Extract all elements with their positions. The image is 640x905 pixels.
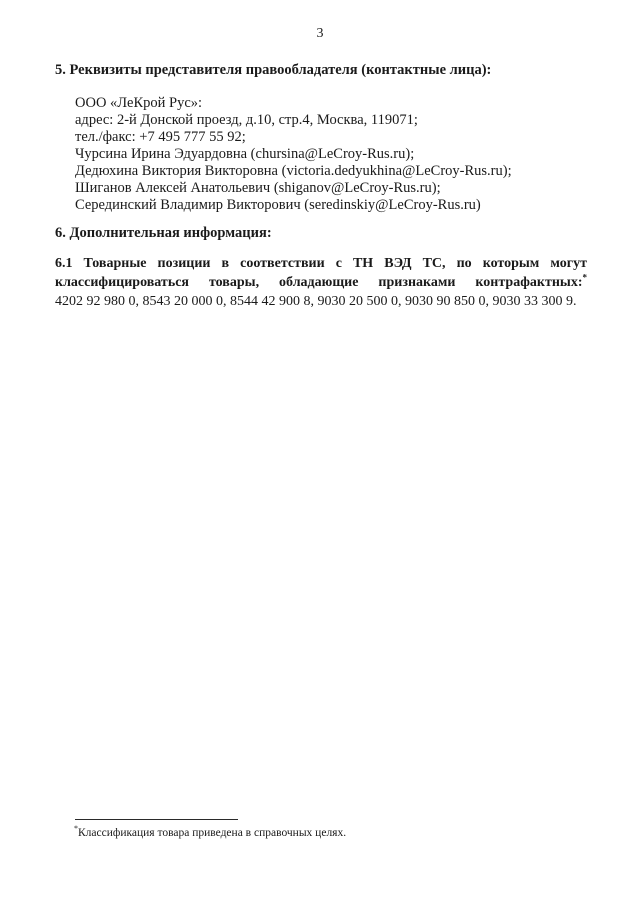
footnote-marker: * xyxy=(74,824,78,834)
footnote-divider xyxy=(75,819,238,820)
contact-line-person-4: Серединский Владимир Викторович (seredinskiy@LeCroy-Rus.ru) xyxy=(75,197,481,213)
footnote-reference-marker: * xyxy=(582,272,587,283)
section-5-heading: 5. Реквизиты представителя правообладателя (контактные лица): xyxy=(55,62,492,78)
page-number: 3 xyxy=(316,26,324,41)
contact-line-phone: тел./факс: +7 495 777 55 92; xyxy=(75,129,246,145)
section-6-1-bold-text: 6.1 Товарные позиции в соответствии с ТН ВЭД ТС, по которым могут классифицироваться товары, обладающие признаками контрафактных: xyxy=(55,256,587,290)
section-6-1-codes: 4202 92 980 0, 8543 20 000 0, 8544 42 900 8, 9030 20 500 0, 9030 90 850 0, 9030 33 300 9. xyxy=(55,294,577,309)
contact-block xyxy=(75,95,600,214)
section-6-heading: 6. Дополнительная информация: xyxy=(55,225,272,241)
contact-line-person-2: Дедюхина Виктория Викторовна (victoria.dedyukhina@LeCroy-Rus.ru); xyxy=(75,163,512,179)
footnote-body: Классификация товара приведена в справочных целях. xyxy=(78,827,347,839)
contact-line-company: ООО «ЛеКрой Рус»: xyxy=(75,95,203,111)
contact-line-person-1: Чурсина Ирина Эдуардовна (chursina@LeCroy-Rus.ru); xyxy=(75,146,415,162)
footnote xyxy=(74,819,554,840)
section-6-1-paragraph xyxy=(55,254,587,292)
contact-line-person-3: Шиганов Алексей Анатольевич (shiganov@LeCroy-Rus.ru); xyxy=(75,180,441,196)
footnote-text xyxy=(74,826,554,840)
contact-line-address: адрес: 2-й Донской проезд, д.10, стр.4, Москва, 119071; xyxy=(75,112,418,128)
